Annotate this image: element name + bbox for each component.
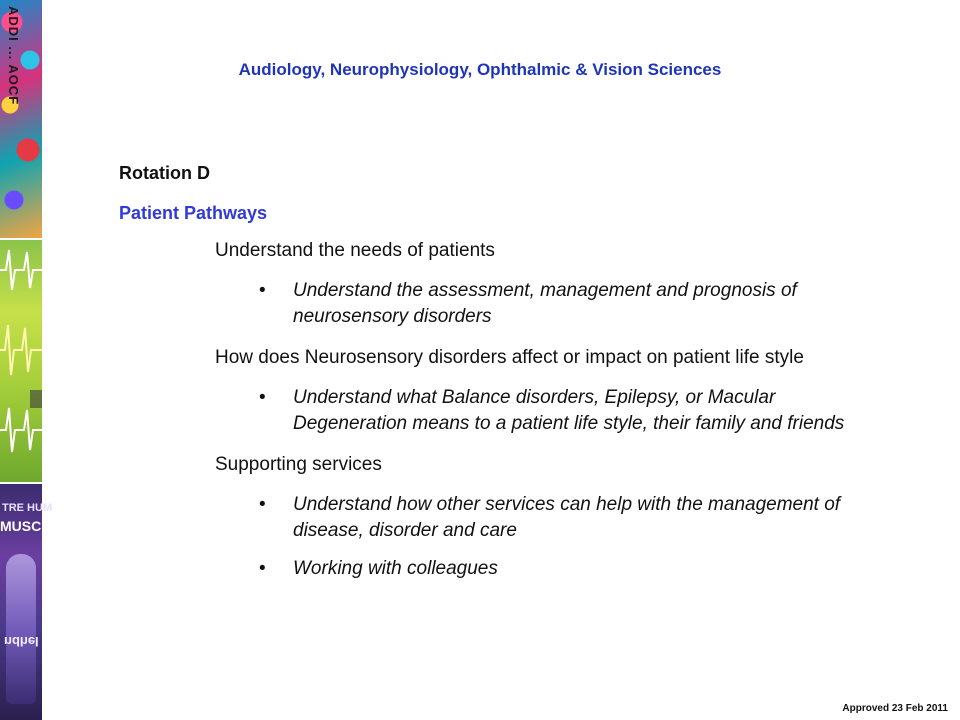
collage-panel-top	[0, 0, 42, 238]
bullet-text: Understand the assessment, management and prognosis of neurosensory disorders	[293, 280, 797, 327]
bullet-text: Understand what Balance disorders, Epilepsy, or Macular Degeneration means to a patient life style, their family and friends	[293, 387, 845, 434]
topic-heading: Patient Pathways	[119, 203, 268, 223]
slide-title-text: Audiology, Neurophysiology, Ophthalmic & Vision Sciences	[238, 60, 722, 79]
collage-lettering: ADDI ... AOCF	[6, 6, 21, 106]
collage-panel-bottom	[0, 484, 53, 720]
bullet-text: Understand how other services can help with the management of disease, disorder and care	[293, 494, 841, 541]
item-heading: Supporting services	[215, 454, 382, 475]
bullet-item	[215, 556, 855, 582]
collage-caption-top: TRE HUM	[2, 502, 53, 514]
bullet-marker: •	[259, 494, 266, 515]
collage-mirrored-text: ndhel	[4, 634, 39, 649]
bullet-item	[215, 385, 855, 437]
slide-title	[0, 60, 960, 80]
collage-caption-word: MUSCL	[0, 518, 50, 534]
bullet-text: Working with colleagues	[293, 558, 498, 579]
item-heading: Understand the needs of patients	[215, 240, 495, 261]
bullet-marker: •	[259, 280, 266, 301]
rotation-heading: Rotation D	[119, 163, 210, 183]
bullet-item	[215, 278, 855, 330]
approval-footer: Approved 23 Feb 2011	[842, 703, 948, 714]
body-figure-graphic	[6, 554, 36, 704]
slide-body	[215, 238, 855, 597]
bullet-marker: •	[259, 558, 266, 579]
item-heading: How does Neurosensory disorders affect or impact on patient life style	[215, 347, 804, 368]
bullet-marker: •	[259, 387, 266, 408]
decorative-side-strip	[0, 0, 53, 720]
bullet-item	[215, 492, 855, 544]
waveform-graphic	[0, 240, 42, 482]
collage-panel-middle	[0, 240, 42, 482]
